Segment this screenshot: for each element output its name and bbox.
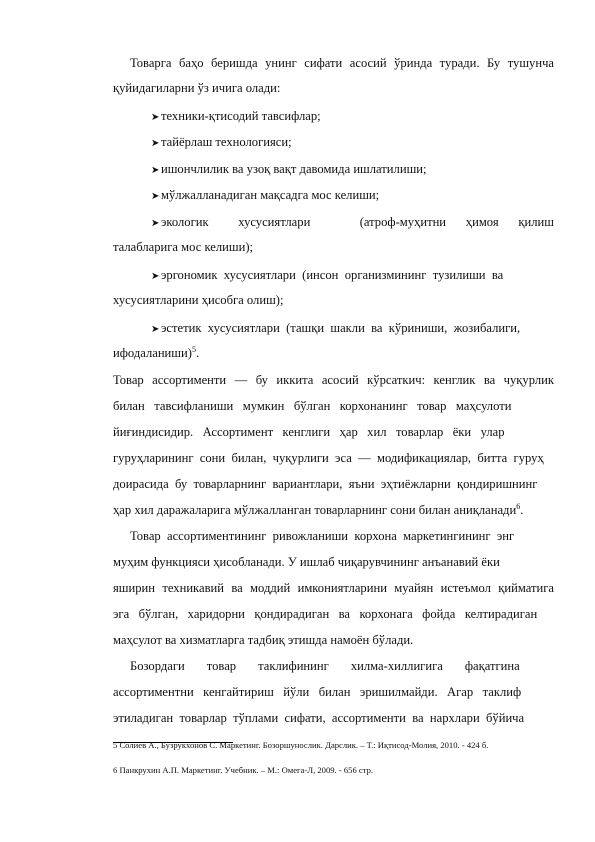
paragraph-line: Бозордаги товар таклифининг хилма-хиллигига фақатгина bbox=[130, 659, 520, 673]
paragraph-line: Товар ассортименти — бу иккита асосий кўрсаткич: кенглик ва чуқурлик bbox=[113, 373, 554, 387]
paragraph-line: қуйидагиларни ўз ичига олади: bbox=[113, 81, 281, 95]
paragraph-line: йиғиндисидир. Ассортимент кенглиги ҳар хил товарлар ёки улар bbox=[113, 425, 505, 439]
footnote-ref: 6 bbox=[516, 501, 521, 511]
paragraph-line bbox=[113, 345, 554, 361]
paragraph-line: маҳсулот ва хизматларга тадбиқ этишда намоён бўлади. bbox=[113, 633, 414, 647]
text-span: ҳар хил даражаларига мўлжалланган товарларнинг сони билан аниқланади bbox=[113, 503, 517, 517]
list-item-text: мўлжалланадиган мақсадга мос келиши; bbox=[161, 188, 380, 202]
list-item-text: тайёрлаш технологияси; bbox=[161, 135, 292, 149]
text-span: . bbox=[520, 503, 524, 517]
list-item bbox=[151, 108, 554, 126]
arrow-right-icon: ➤ bbox=[151, 191, 160, 202]
paragraph-line: ассортиментни кенгайтириш йўли билан эришилмайди. Агар таклиф bbox=[113, 685, 522, 699]
arrow-right-icon: ➤ bbox=[151, 218, 160, 229]
paragraph-line: гуруҳларининг сони билан, чуқурлиги эса — модификациялар, битта гуруҳ bbox=[113, 451, 544, 465]
paragraph-line: яширин техникавий ва моддий имкониятларини муайян истеъмол қийматига bbox=[113, 581, 554, 595]
paragraph-line: Товар ассортиментининг ривожланиши корхона маркетингининг энг bbox=[130, 529, 515, 543]
text-span: ифодаланиши) bbox=[113, 346, 192, 360]
arrow-right-icon: ➤ bbox=[151, 112, 160, 123]
paragraph-line: Товарга баҳо беришда унинг сифати асосий ўринда туради. Бу тушунча bbox=[130, 56, 554, 70]
arrow-right-icon: ➤ bbox=[151, 165, 160, 176]
list-item bbox=[151, 320, 554, 338]
paragraph-line: хусусиятларини ҳисобга олиш); bbox=[113, 293, 284, 307]
paragraph-line: этиладиган товарлар тўплами сифати, ассортименти ва нархлари бўйича bbox=[113, 711, 525, 725]
footnote-6: 6 Панкрухин А.П. Маркетинг. Учебник. – М.: Омега-Л, 2009. - 656 стр. bbox=[113, 765, 374, 775]
list-item-text: экологик хусусиятлари (атроф-муҳитни ҳимоя қилиш bbox=[161, 215, 554, 229]
list-item bbox=[151, 161, 554, 179]
paragraph-line: билан тавсифланиши мумкин бўлган корхонанинг товар маҳсулоти bbox=[113, 399, 512, 413]
paragraph-line: талабларига мос келиши); bbox=[113, 240, 254, 254]
paragraph-line: муҳим функцияси ҳисобланади. У ишлаб чиқарувчининг анъанавий ёки bbox=[113, 555, 500, 569]
arrow-right-icon: ➤ bbox=[151, 271, 160, 282]
arrow-right-icon: ➤ bbox=[151, 324, 160, 335]
list-item bbox=[151, 267, 554, 285]
list-item bbox=[151, 187, 554, 205]
arrow-right-icon: ➤ bbox=[151, 138, 160, 149]
footnote-5: 5 Солиев А., Бузрукхонов С. Маркетинг. Бозоршунослик. Дарслик. – Т.: Иқтисод-Молия, 2010. - 424 б. bbox=[113, 740, 489, 750]
list-item-text: эргономик хусусиятлари (инсон организмининг тузилиши ва bbox=[161, 268, 504, 282]
list-item-text: эстетик хусусиятлари (ташқи шакли ва кўриниши, жозибалиги, bbox=[161, 321, 521, 335]
list-item bbox=[151, 134, 554, 152]
text-span: . bbox=[195, 346, 200, 360]
list-item-text: ишончлилик ва узоқ вақт давомида ишлатилиши; bbox=[161, 162, 427, 176]
paragraph-line: доирасида бу товарларнинг вариантлари, яъни эҳтиёжларни қондиришнинг bbox=[113, 477, 538, 491]
paragraph-line: эга бўлган, харидорни қондирадиган ва корхонага фойда келтирадиган bbox=[113, 607, 538, 621]
list-item bbox=[151, 214, 554, 232]
paragraph-line bbox=[113, 502, 554, 518]
footnote-ref: 5 bbox=[191, 344, 196, 354]
list-item-text: техники-қтисодий тавсифлар; bbox=[161, 109, 321, 123]
